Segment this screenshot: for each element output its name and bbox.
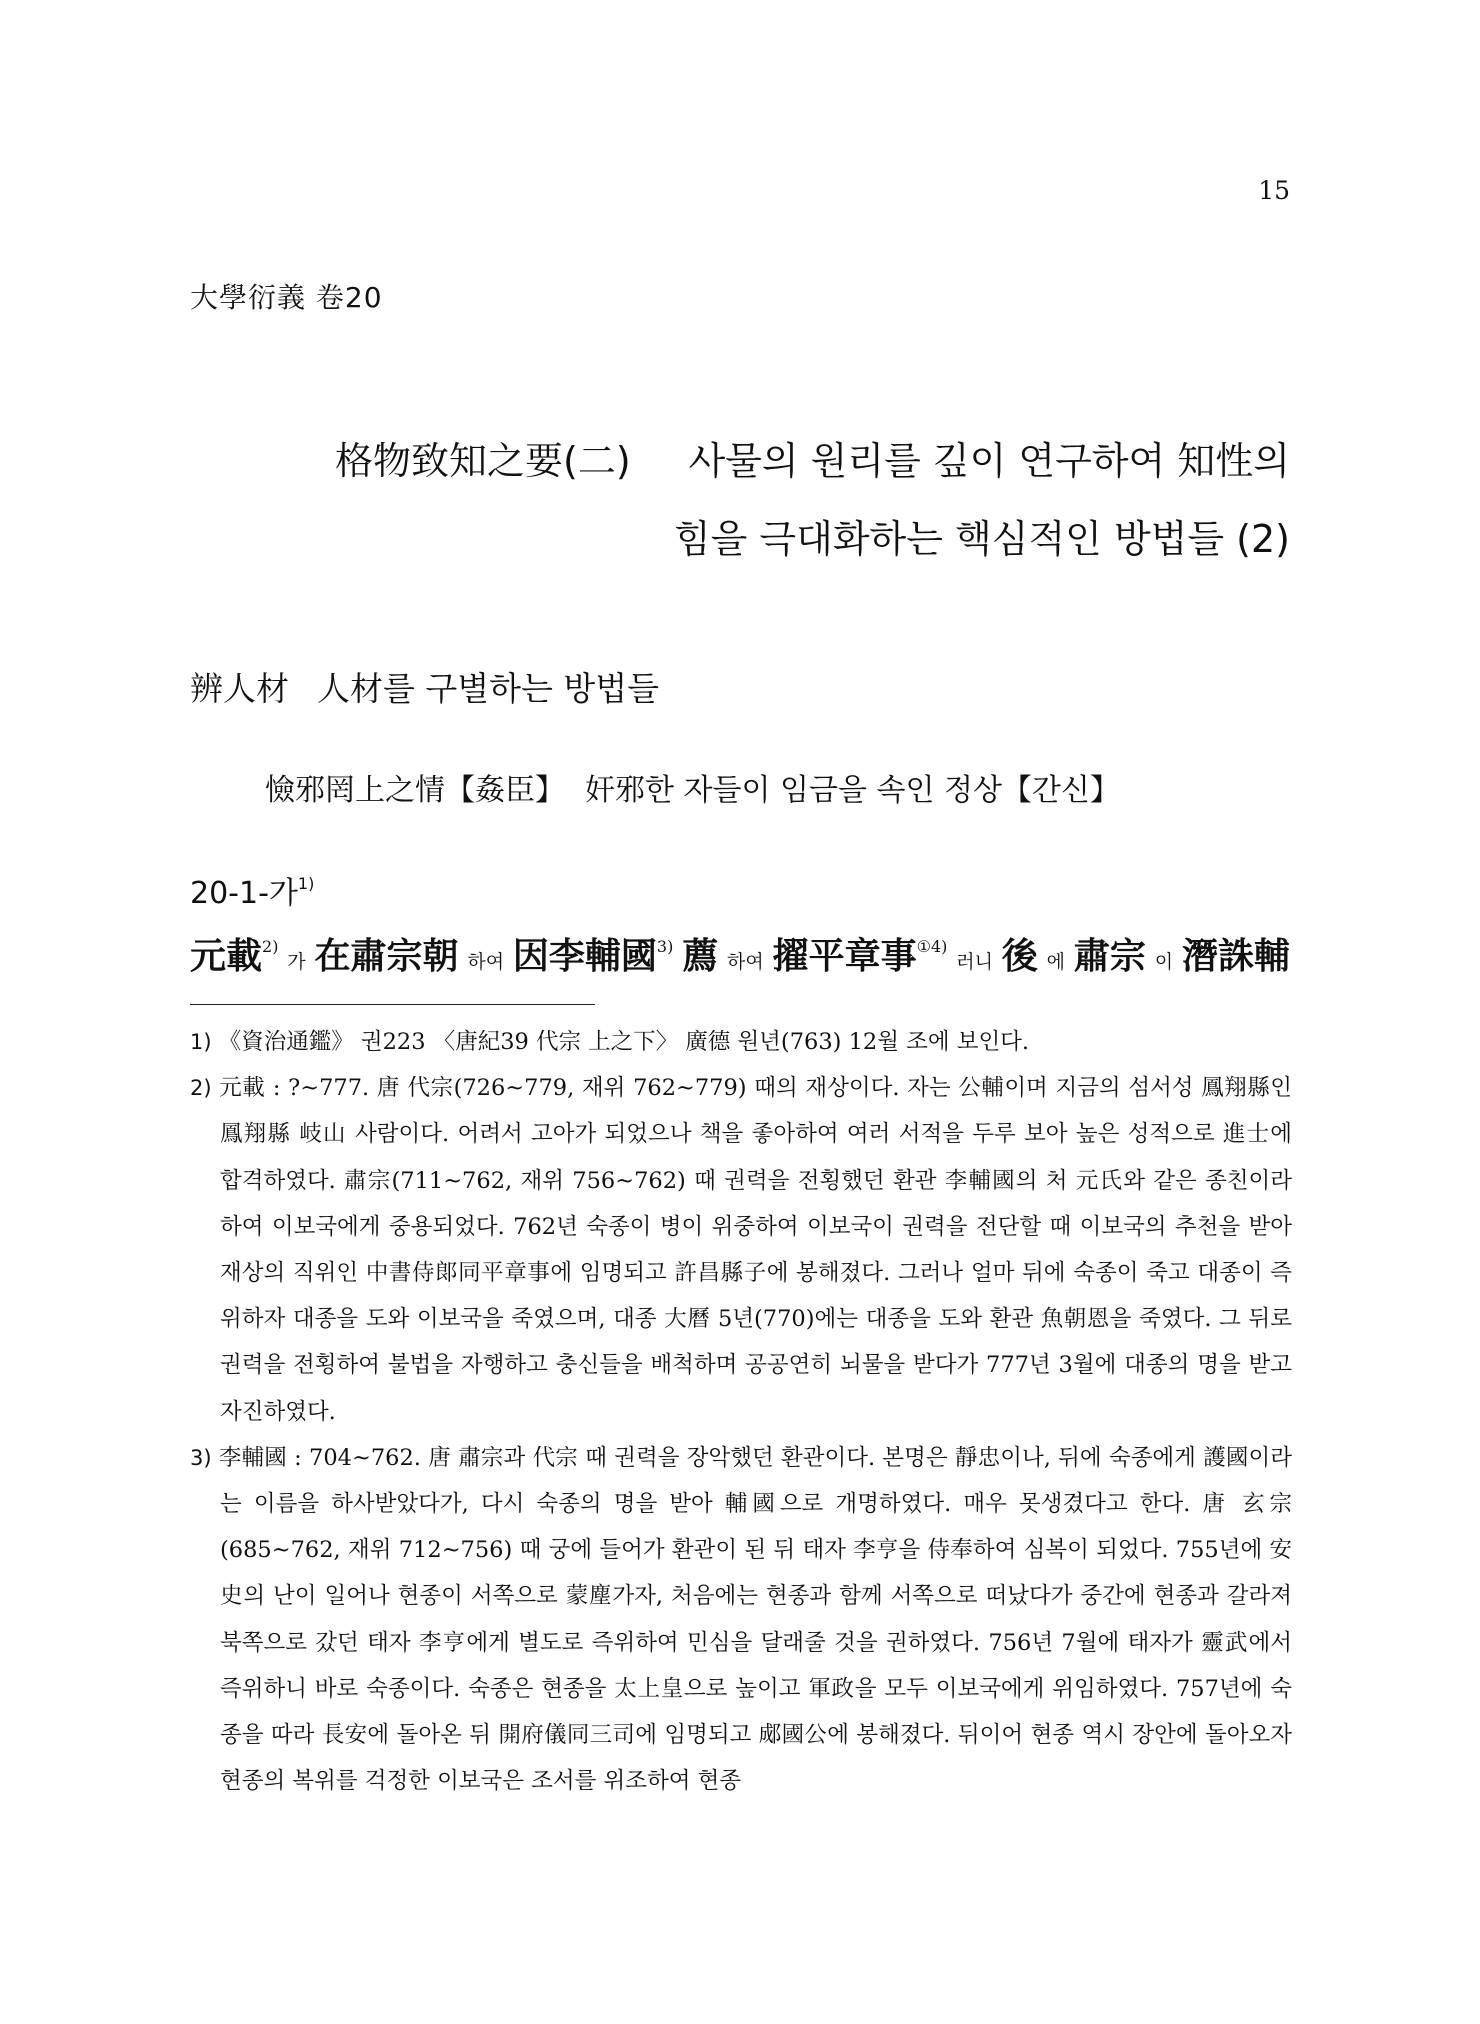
original-text-hanja: 後 (1001, 935, 1038, 977)
footnote-text: 《資治通鑑》 권223 〈唐紀39 代宗 上之下〉 廣德 원년(763) 12월 조에 보인다. (218, 1029, 1030, 1055)
original-text-particle: 러니 (956, 951, 993, 973)
footnote-text: 元載 : ?~777. 唐 代宗(726~779, 재위 762~779) 때의 재상이다. 자는 公輔이며 지금의 섬서성 鳳翔縣인 鳳翔縣 岐山 사람이다. 어려서 고아가 되었으나 책을 좋아하여 여러 서적을 두루 보아 높은 성적으로 進士에 합격하였다. 肅宗(711~762, 재위 756~762) 때 권력을 전횡했던 환관 李輔國의 처 元氏와 같은 종친이라 하여 이보국에게 중용되었다. 762년 숙종이 병이 위중하여 이보국이 권력을 전단할 때 이보국의 추천을 받아 재상의 직위인 中書侍郞同平章事에 임명되고 許昌縣子에 봉해졌다. 그러나 얼마 뒤에 숙종이 죽고 대종이 즉위하자 대종을 도와 이보국을 죽였으며, 대종 大曆 5년(770)에는 대종을 도와 환관 魚朝恩을 죽였다. 그 뒤로 권력을 전횡하여 불법을 자행하고 충신들을 배척하며 공공연히 뇌물을 받다가 777년 3월에 대종의 명을 받고 자진하였다. (219, 1075, 1293, 1425)
original-text-segment (773, 928, 948, 979)
original-text-note: 2) (262, 937, 279, 956)
entry-id-label: 20-1-가 (190, 876, 298, 911)
original-text-segment (513, 928, 673, 979)
entry-id-note: 1) (297, 874, 315, 893)
original-text-hanja: 元載 (190, 935, 263, 977)
original-text-particle: 에 (1046, 951, 1066, 973)
original-text-particle: 가 (287, 951, 306, 973)
original-text-segment (682, 928, 718, 979)
chapter-title-korean-line1: 사물의 원리를 깊이 연구하여 知性의 (688, 439, 1290, 483)
subsection-title (265, 765, 1120, 809)
footnote (190, 1065, 1292, 1435)
original-text-segment (1002, 928, 1038, 979)
original-text (190, 928, 1290, 979)
section-title-hanja: 辨人材 (190, 669, 289, 708)
original-text-hanja: 肅宗 (1073, 935, 1146, 977)
entry-id (190, 868, 314, 912)
footnote (190, 1019, 1292, 1065)
original-text-hanja: 在肅宗朝 (314, 935, 459, 977)
footnote-number: 2) (190, 1076, 212, 1101)
subsection-title-hanja: 憸邪罔上之情【姦臣】 (265, 773, 565, 808)
footnote-number: 3) (190, 1445, 212, 1470)
page-number: 15 (1258, 176, 1290, 205)
original-text-segment (1182, 928, 1290, 979)
running-head: 大學衍義 卷20 (190, 281, 383, 314)
section-title-korean: 人材를 구별하는 방법들 (317, 669, 660, 708)
chapter-title-hanja: 格物致知之要(二) (335, 439, 631, 483)
original-text-hanja: 薦 (682, 935, 719, 977)
section-title (190, 663, 659, 710)
subsection-title-korean: 奸邪한 자들이 임금을 속인 정상【간신】 (585, 773, 1120, 808)
original-text-segment (190, 928, 278, 979)
original-text-particle: 이 (1154, 951, 1174, 973)
chapter-title (335, 422, 1290, 578)
chapter-title-line1 (335, 422, 1290, 500)
original-text-note: 3) (656, 937, 674, 956)
chapter-title-korean-line2: 힘을 극대화하는 핵심적인 방법들 (2) (673, 517, 1290, 561)
footnote-divider (190, 1004, 595, 1005)
footnote (190, 1435, 1292, 1805)
original-text-particle: 하여 (467, 951, 505, 973)
original-text-note: ①4) (916, 937, 948, 956)
original-text-particle: 하여 (727, 951, 764, 973)
original-text-hanja: 因李輔國 (512, 935, 657, 977)
original-text-hanja: 擢平章事 (772, 935, 917, 977)
original-text-segment (1074, 928, 1146, 979)
footnote-text: 李輔國 : 704~762. 唐 肅宗과 代宗 때 권력을 장악했던 환관이다. 본명은 靜忠이나, 뒤에 숙종에게 護國이라는 이름을 하사받았다가, 다시 숙종의 명을 받아 輔國으로 개명하였다. 매우 못생겼다고 한다. 唐 玄宗(685~762, 재위 712~756) 때 궁에 들어가 환관이 된 뒤 태자 李亨을 侍奉하여 심복이 되었다. 755년에 安史의 난이 일어나 현종이 서쪽으로 蒙塵가자, 처음에는 현종과 함께 서쪽으로 떠났다가 중간에 현종과 갈라져 북쪽으로 갔던 태자 李亨에게 별도로 즉위하여 민심을 달래줄 것을 권하였다. 756년 7월에 태자가 靈武에서 즉위하니 바로 숙종이다. 숙종은 현종을 太上皇으로 높이고 軍政을 모두 이보국에게 위임하였다. 757년에 숙종을 따라 長安에 돌아온 뒤 開府儀同三司에 임명되고 郕國公에 봉해졌다. 뒤이어 현종 역시 장안에 돌아오자 현종의 복위를 걱정한 이보국은 조서를 위조하여 현종 (218, 1444, 1292, 1795)
footnotes (190, 1019, 1292, 1804)
original-text-segment (314, 928, 458, 979)
footnote-number: 1) (190, 1030, 212, 1054)
original-text-hanja: 潛誅輔 (1181, 935, 1290, 977)
